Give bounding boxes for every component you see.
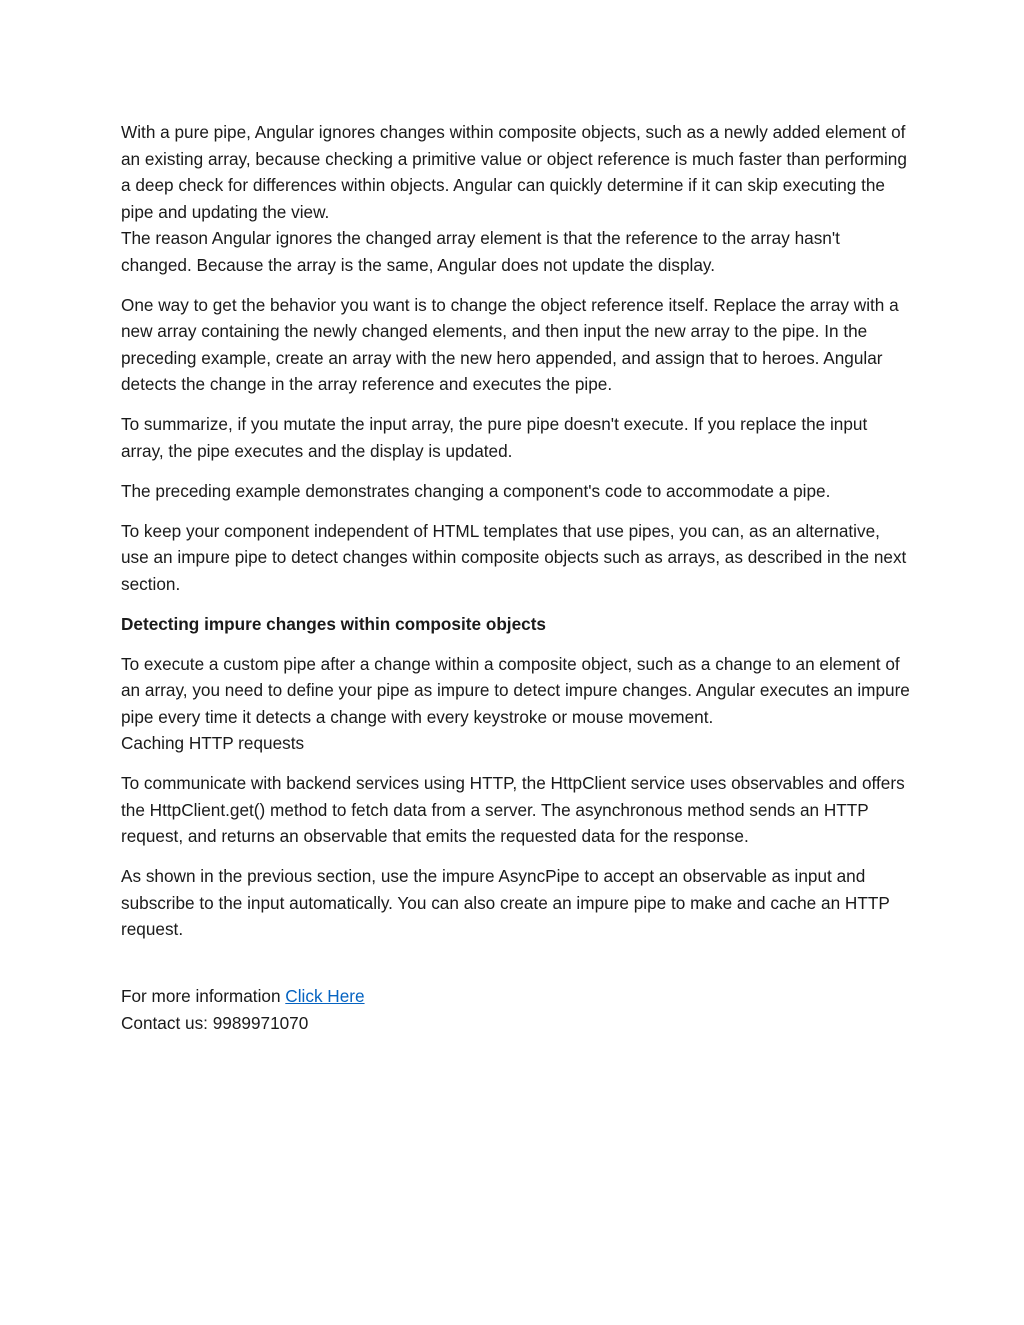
paragraph-line: Caching HTTP requests <box>121 733 305 753</box>
paragraph-line: To communicate with backend services using HTTP, the HttpClient service uses observables and offers the HttpClient.get() method to fetch data from a server. The asynchronous method sends an HTTP request, and returns an observable that emits the requested data for the response. <box>121 773 905 846</box>
paragraph-async-pipe <box>121 863 911 943</box>
spacer <box>121 956 911 983</box>
paragraph-line: To execute a custom pipe after a change within a composite object, such as a change to an element of an array, you need to define your pipe as impure to detect impure changes. Angular executes an impure pipe every time it detects a change with every keystroke or mouse movement. <box>121 653 910 727</box>
click-here-link[interactable]: Click Here <box>285 986 365 1006</box>
paragraph-line: As shown in the previous section, use the impure AsyncPipe to accept an observable as input and subscribe to the input automatically. You can also create an impure pipe to make and cache an HTTP request. <box>121 866 890 939</box>
paragraph-line: To summarize, if you mutate the input array, the pure pipe doesn't execute. If you replace the input array, the pipe executes and the display is updated. <box>121 414 868 461</box>
document-page <box>121 119 911 1036</box>
paragraph-line: One way to get the behavior you want is to change the object reference itself. Replace the array with a new array containing the newly changed elements, and then input the new array to the pipe. In the preceding example, create an array with the new hero appended, and assign that to heroes. Angular detects the change in the array reference and executes the pipe. <box>121 294 899 394</box>
footer-info-prefix: For more information <box>121 986 286 1006</box>
paragraph-line: To keep your component independent of HTML templates that use pipes, you can, as an alternative, use an impure pipe to detect changes within composite objects such as arrays, as described in the next section. <box>121 520 907 594</box>
footer-info <box>121 983 911 1010</box>
paragraph-pure-pipe <box>121 119 911 278</box>
paragraph-line: The reason Angular ignores the changed array element is that the reference to the array hasn't changed. Because the array is the same, Angular does not update the display. <box>121 228 840 275</box>
paragraph-object-reference <box>121 292 911 398</box>
paragraph-line: The preceding example demonstrates changing a component's code to accommodate a pipe. <box>121 480 831 501</box>
paragraph-line: With a pure pipe, Angular ignores changes within composite objects, such as a newly added element of an existing array, because checking a primitive value or object reference is much faster than performing a deep check for differences within objects. Angular can quickly determine if it can skip executing the pipe and updating the view. <box>121 122 907 222</box>
section-heading: Detecting impure changes within composite objects <box>121 613 546 634</box>
paragraph-preceding-example <box>121 478 911 505</box>
paragraph-http-client <box>121 770 911 850</box>
footer-contact: Contact us: 9989971070 <box>121 1012 309 1033</box>
paragraph-independent-component <box>121 518 911 598</box>
paragraph-summary <box>121 411 911 464</box>
paragraph-custom-pipe <box>121 651 911 757</box>
